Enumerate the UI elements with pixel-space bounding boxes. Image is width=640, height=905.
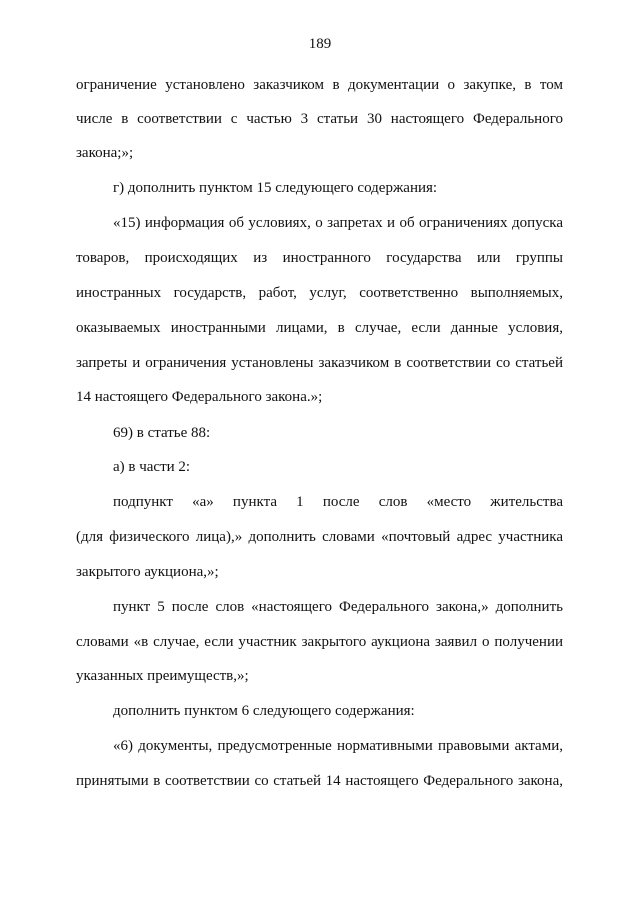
text-line: 14 настоящего Федерального закона.»; [76,389,323,405]
text-line: закона;»; [76,145,134,161]
text-line: оказываемых иностранными лицами, в случае, если данные условия, [76,320,563,336]
page-number: 189 [308,36,332,52]
text-line: г) дополнить пунктом 15 следующего содержания: [113,180,438,196]
text-line: пункт 5 после слов «настоящего Федерального закона,» дополнить [113,599,563,615]
text-line: подпункт «а» пункта 1 после слов «место жительства [113,494,563,510]
text-line: ограничение установлено заказчиком в документации о закупке, в том [76,77,563,93]
text-line: дополнить пунктом 6 следующего содержания: [113,703,415,719]
text-line: закрытого аукциона,»; [76,564,219,580]
text-line: указанных преимуществ,»; [76,668,249,684]
text-line: (для физического лица),» дополнить словами «почтовый адрес участника [76,529,563,545]
text-line: словами «в случае, если участник закрытого аукциона заявил о получении [76,634,563,650]
text-line: «6) документы, предусмотренные нормативными правовыми актами, [113,738,563,754]
text-line: «15) информация об условиях, о запретах и об ограничениях допуска [113,215,563,231]
text-line: числе в соответствии с частью 3 статьи 30 настоящего Федерального [76,111,563,127]
text-line: а) в части 2: [113,459,191,475]
text-line: товаров, происходящих из иностранного государства или группы [76,250,563,266]
text-line: иностранных государств, работ, услуг, соответственно выполняемых, [76,285,563,301]
text-line: 69) в статье 88: [113,425,211,441]
text-line: принятыми в соответствии со статьей 14 настоящего Федерального закона, [76,773,563,789]
text-line: запреты и ограничения установлены заказчиком в соответствии со статьей [76,355,563,371]
